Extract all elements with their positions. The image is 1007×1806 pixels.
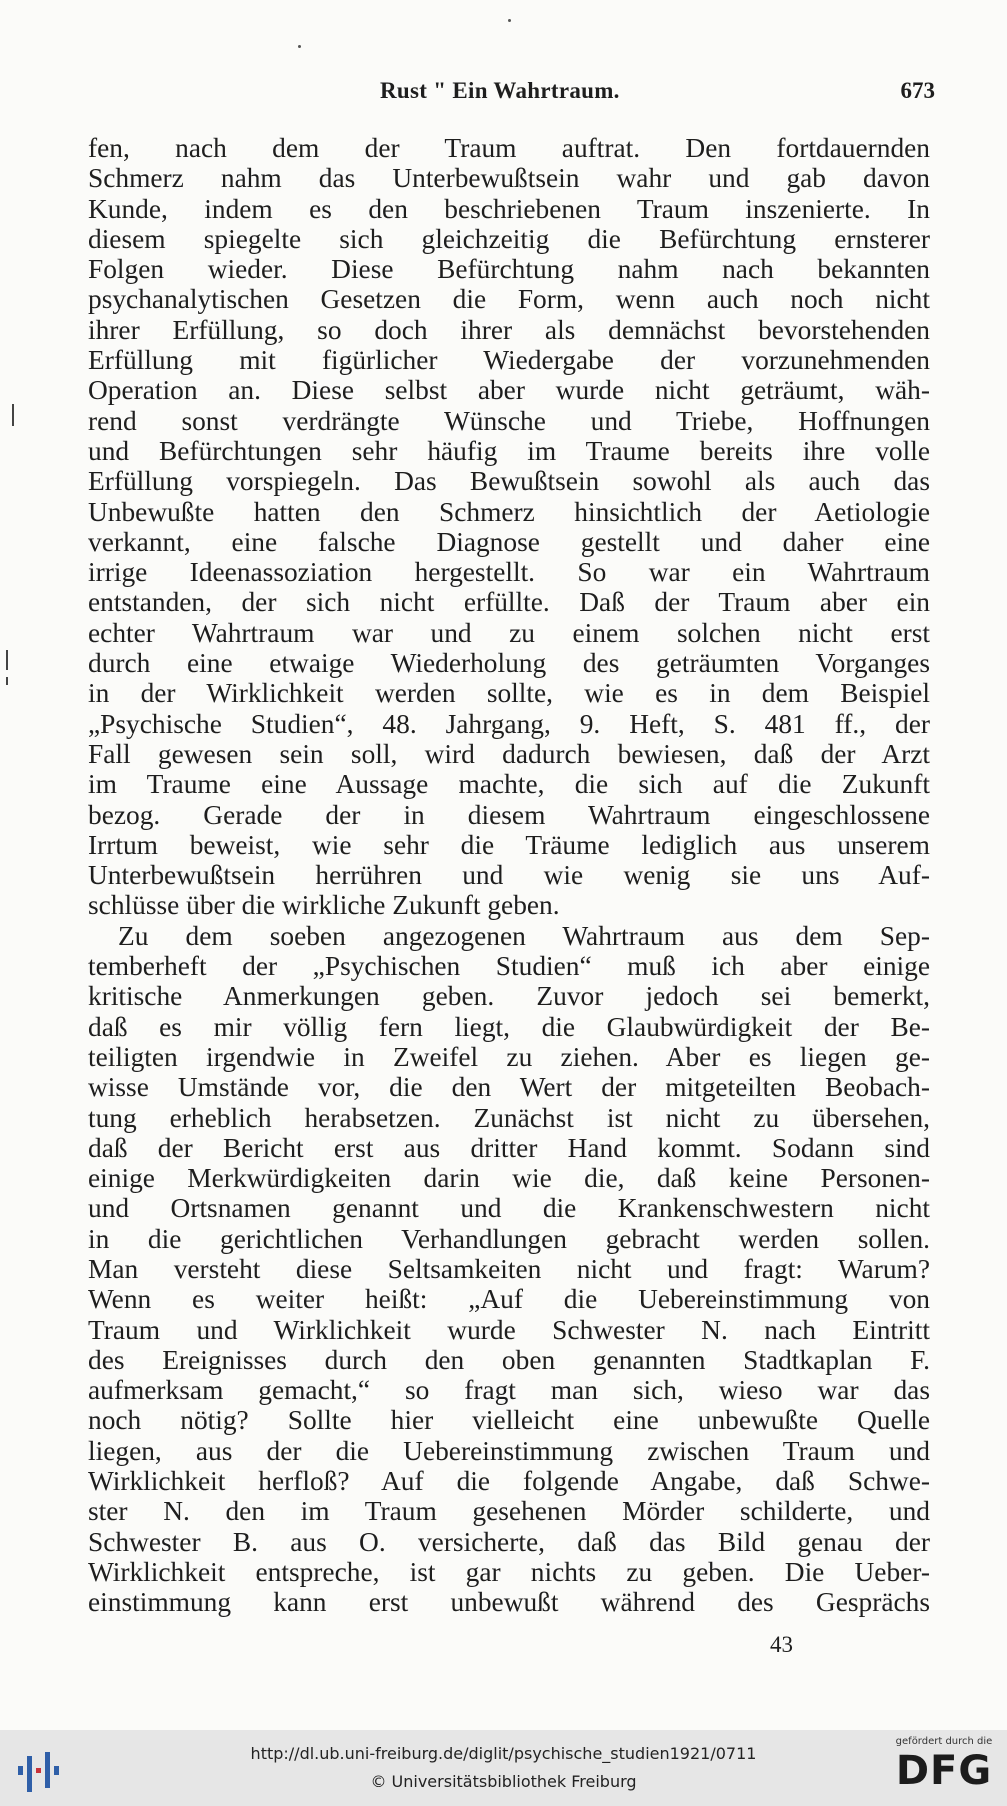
text-line: aufmerksam gemacht,“ so fragt man sich, wieso war das xyxy=(88,1375,930,1406)
text-line: Kunde, indem es den beschriebenen Traum inszenierte. In xyxy=(88,193,930,224)
text-line: verkannt, eine falsche Diagnose gestellt und daher eine xyxy=(88,526,930,557)
text-line: durch eine etwaige Wiederholung des geträumten Vorganges xyxy=(88,648,930,679)
text-line: Wenn es weiter heißt: „Auf die Uebereinstimmung von xyxy=(88,1284,930,1315)
text-line: teiligten irgendwie in Zweifel zu ziehen. Aber es liegen ge- xyxy=(88,1041,930,1072)
page-number: 673 xyxy=(900,78,935,103)
text-line: irrige Ideenassoziation hergestellt. So war ein Wahrtraum xyxy=(88,557,930,588)
margin-mark xyxy=(6,650,8,670)
text-line: und Befürchtungen sehr häufig im Traume bereits ihre volle xyxy=(88,435,930,466)
text-line: in der Wirklichkeit werden sollte, wie es in dem Beispiel xyxy=(88,678,930,709)
text-line: Traum und Wirklichkeit wurde Schwester N. nach Eintritt xyxy=(88,1314,930,1345)
text-line: fen, nach dem der Traum auftrat. Den fortdauernden xyxy=(88,133,930,163)
dfg-logo-text: DFG xyxy=(895,1748,993,1794)
copyright-notice: © Universitätsbibliothek Freiburg xyxy=(370,1772,637,1791)
text-line: und Ortsnamen genannt und die Krankenschwestern nicht xyxy=(88,1193,930,1224)
text-line: kritische Anmerkungen geben. Zuvor jedoch sei bemerkt, xyxy=(88,981,930,1012)
source-url-link[interactable]: http://dl.ub.uni-freiburg.de/diglit/psychische_studien1921/0711 xyxy=(250,1744,757,1763)
text-line: Zu dem soeben angezogenen Wahrtraum aus dem Sep- xyxy=(118,920,930,951)
margin-mark xyxy=(12,404,14,426)
dfg-sponsor-logo xyxy=(889,1736,999,1802)
text-line: im Traume eine Aussage machte, die sich auf die Zukunft xyxy=(88,769,930,800)
text-line: einstimmung kann erst unbewußt während des Gesprächs xyxy=(88,1587,930,1618)
text-line: Wirklichkeit entspreche, ist gar nichts zu geben. Die Ueber- xyxy=(88,1556,930,1587)
signature-mark: 43 xyxy=(770,1632,793,1657)
text-line: diesem spiegelte sich gleichzeitig die Befürchtung ernsterer xyxy=(88,223,930,254)
margin-mark xyxy=(6,677,8,685)
scan-speck xyxy=(298,45,301,48)
text-line: einige Merkwürdigkeiten darin wie die, daß keine Personen- xyxy=(88,1163,930,1194)
body-text xyxy=(88,133,930,1618)
text-line: entstanden, der sich nicht erfüllte. Daß der Traum aber ein xyxy=(88,587,930,618)
text-line: psychanalytischen Gesetzen die Form, wenn auch noch nicht xyxy=(88,284,930,315)
running-head xyxy=(380,78,935,110)
footer-bar xyxy=(0,1730,1007,1806)
text-line: Operation an. Diese selbst aber wurde nicht geträumt, wäh- xyxy=(88,375,930,406)
text-line: ihrer Erfüllung, so doch ihrer als demnächst bevorstehenden xyxy=(88,314,930,345)
text-line: Erfüllung vorspiegeln. Das Bewußtsein sowohl als auch das xyxy=(88,466,930,497)
text-line: schlüsse über die wirkliche Zukunft geben. xyxy=(88,890,560,921)
text-line: Erfüllung mit figürlicher Wiedergabe der vorzunehmenden xyxy=(88,345,930,376)
text-line: liegen, aus der die Uebereinstimmung zwischen Traum und xyxy=(88,1435,930,1466)
text-line: echter Wahrtraum war und zu einem solchen nicht erst xyxy=(88,617,930,648)
text-line: Unbewußte hatten den Schmerz hinsichtlich der Aetiologie xyxy=(88,496,930,527)
text-line: Fall gewesen sein soll, wird dadurch bewiesen, daß der Arzt xyxy=(88,738,930,769)
text-line: in die gerichtlichen Verhandlungen gebracht werden sollen. xyxy=(88,1223,930,1254)
text-line: rend sonst verdrängte Wünsche und Triebe, Hoffnungen xyxy=(88,405,930,436)
text-line: daß es mir völlig fern liegt, die Glaubwürdigkeit der Be- xyxy=(88,1011,930,1042)
text-line: des Ereignisses durch den oben genannten Stadtkaplan F. xyxy=(88,1344,930,1375)
scan-speck xyxy=(508,19,511,22)
text-line: noch nötig? Sollte hier vielleicht eine unbewußte Quelle xyxy=(88,1405,930,1436)
sponsor-caption: gefördert durch die xyxy=(895,1736,993,1747)
text-line: ster N. den im Traum gesehenen Mörder schilderte, und xyxy=(88,1496,930,1527)
text-line: wisse Umstände vor, die den Wert der mitgeteilten Beobach- xyxy=(88,1072,930,1103)
text-line: Schwester B. aus O. versicherte, daß das Bild genau der xyxy=(88,1526,930,1557)
text-line: Unterbewußtsein herrühren und wie wenig sie uns Auf- xyxy=(88,860,930,891)
text-line: Irrtum beweist, wie sehr die Träume lediglich aus unserem xyxy=(88,829,930,860)
text-line: temberheft der „Psychischen Studien“ muß ich aber einige xyxy=(88,951,930,982)
text-line: Folgen wieder. Diese Befürchtung nahm nach bekannten xyxy=(88,254,930,285)
text-line: tung erheblich herabsetzen. Zunächst ist nicht zu übersehen, xyxy=(88,1102,930,1133)
text-line: Schmerz nahm das Unterbewußtsein wahr und gab davon xyxy=(88,163,930,194)
text-line: Wirklichkeit herfloß? Auf die folgende Angabe, daß Schwe- xyxy=(88,1466,930,1497)
text-line: „Psychische Studien“, 48. Jahrgang, 9. Heft, S. 481 ff., der xyxy=(88,708,930,739)
text-line: Man versteht diese Seltsamkeiten nicht und fragt: Warum? xyxy=(88,1253,930,1284)
text-line: bezog. Gerade der in diesem Wahrtraum eingeschlossene xyxy=(88,799,930,830)
running-head-title: Rust " Ein Wahrtraum. xyxy=(380,78,620,103)
text-line: daß der Bericht erst aus dritter Hand kommt. Sodann sind xyxy=(88,1132,930,1163)
